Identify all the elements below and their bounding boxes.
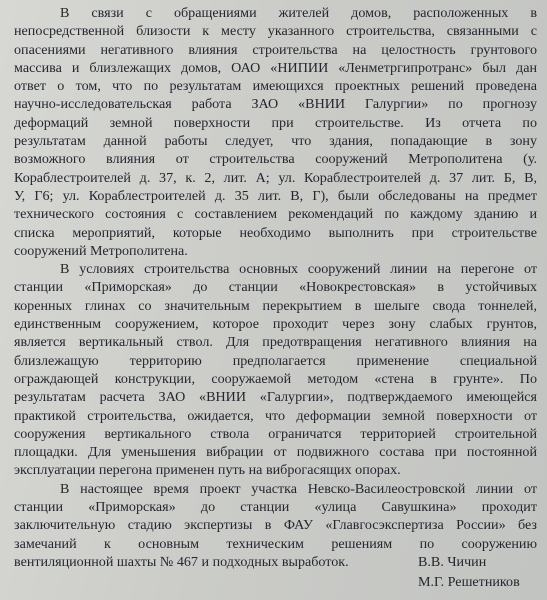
text-line: единственным сооружением, которое проходит через зону слабых грунтов, (14, 316, 537, 333)
text-line: площадки. Для уменьшения вибрации от подвижного состава при постоянной (14, 444, 537, 461)
text-line: Кораблестроителей д. 37, к. 2, лит. А; ул. Кораблестроителей д. 37 лит. Б, В, (14, 169, 537, 186)
signatory-name: В.В. Чичин (418, 554, 487, 570)
text-line: станции «Приморская» до станции «улица Савушкина» проходит (14, 499, 537, 516)
text-line: близлежащую территорию предполагается применение специальной (14, 352, 537, 369)
text-line: вентиляционной шахты № 467 и подходных выработок. (14, 553, 349, 570)
text-line: непосредственной близости к месту указанного строительства, связанными с (14, 23, 537, 40)
paragraph-construction-conditions (14, 260, 537, 480)
text-line: эксплуатации перегона применен путь на виброгасящих опорах. (14, 462, 401, 479)
signatory-name: М.Г. Решетников (418, 574, 520, 590)
text-line: У, Г6; ул. Кораблестроителей д. 35 лит. В, Г), были обследованы на предмет (14, 187, 537, 204)
paragraph-residents-concerns (14, 4, 537, 260)
text-line: массива и близлежащих домов, ОАО «НИПИИ «Ленметргипротранс» был дан (14, 59, 537, 76)
text-line: деформаций земной поверхности при строительстве. Из отчета по (14, 114, 537, 131)
text-line: В связи с обращениями жителей домов, расположенных в (60, 5, 537, 21)
text-line: научно-исследовательская работа ЗАО «ВНИИ Галургии» по прогнозу (14, 96, 537, 113)
text-line: практикой строительства, ожидается, что деформации земной поверхности от (14, 407, 537, 424)
text-line: является вертикальный ствол. Для предотвращения негативного влияния на (14, 334, 537, 351)
text-line: опасениями негативного влияния строительства на целостность грунтового (14, 41, 537, 58)
text-line: результатам расчета ЗАО «ВНИИ «Галургии», подтверждаемого имеющейся (14, 389, 537, 406)
text-line: технического состояния с составлением рекомендаций по каждому зданию и (14, 206, 537, 223)
text-line: замечаний к основным техническим решениям по сооружению (14, 535, 537, 552)
text-line: коренных глинах со значительным перекрытием в шелыге свода тоннелей, (14, 297, 537, 314)
text-line: В условиях строительства основных сооружений линии на перегоне от (60, 261, 537, 278)
text-line: списка мероприятий, которые необходимо выполнить при строительстве (14, 224, 537, 241)
text-line: станции «Приморская» до станции «Новокрестовская» в устойчивых (14, 279, 537, 296)
text-line: заключительную стадию экспертизы в ФАУ «Главгосэкспертиза России» без (14, 517, 537, 534)
text-line: ответ о том, что по результатам имеющихся проектных решений проведена (14, 78, 537, 95)
text-line: сооружений Метрополитена. (14, 242, 188, 259)
signature-block (418, 552, 520, 592)
text-line: В настоящее время проект участка Невско-Василеостровской линии от (60, 480, 537, 497)
text-line: сооружения вертикального ствола ограничатся территорией строительной (14, 425, 537, 442)
text-line: ограждающей конструкции, сооружаемой методом «стена в грунте». По (14, 370, 537, 387)
text-line: возможного влияния от строительства сооружений Метрополитена (у. (14, 151, 537, 168)
text-line: результатам данной работы следует, что здания, попадающие в зону (14, 133, 537, 150)
